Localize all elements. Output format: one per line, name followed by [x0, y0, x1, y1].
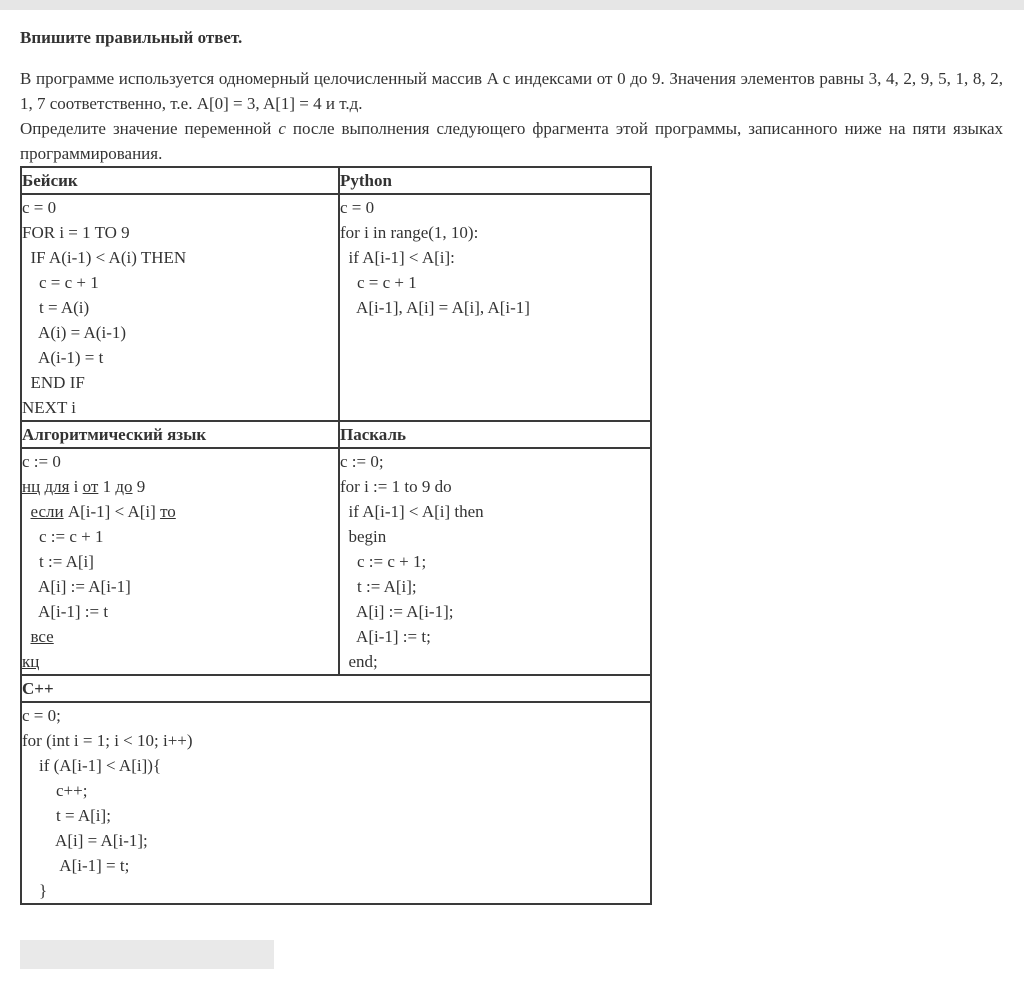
cpp-header: C++	[21, 675, 651, 702]
code-line: c = 0	[340, 198, 375, 217]
keyword-to: то	[160, 502, 176, 521]
task-paragraph-1: В программе используется одномерный целочисленный массив A с индексами от 0 до 9. Значения элементов равны 3, 4, 2, 9, 5, 1, 8, 2, 1, 7 соответственно, т.е. A[0] = 3, A[1] = 4 и т.д.	[20, 69, 1003, 113]
code-line: FOR i = 1 TO 9	[22, 223, 130, 242]
code-line: for i in range(1, 10):	[340, 223, 479, 242]
task-content	[20, 28, 1003, 905]
code-table	[20, 166, 652, 905]
loop-start: 1	[98, 477, 116, 496]
code-line	[22, 474, 338, 499]
keyword-dlya: для	[44, 477, 70, 496]
code-line: A(i-1) = t	[22, 348, 104, 367]
code-line	[22, 649, 338, 674]
algorithmic-header: Алгоритмический язык	[21, 421, 339, 448]
code-line: c := 0;	[340, 452, 384, 471]
code-line: if A[i-1] < A[i] then	[340, 502, 484, 521]
code-line: end;	[340, 652, 378, 671]
code-line: c = c + 1	[22, 273, 99, 292]
basic-header: Бейсик	[21, 167, 339, 194]
code-line	[22, 499, 338, 524]
code-line: A[i] := A[i-1];	[340, 602, 454, 621]
code-line: t := A[i]	[22, 552, 94, 571]
code-line: c = 0;	[22, 706, 61, 725]
code-line: c := c + 1;	[340, 552, 427, 571]
code-line: NEXT i	[22, 398, 76, 417]
paragraph-2-end: после выполнения следующего фрагмента этой программы, записанного ниже на пяти языках программирования.	[20, 119, 1003, 163]
paragraph-2-start: Определите значение переменной	[20, 119, 279, 138]
basic-code	[21, 194, 339, 421]
code-line: A[i-1], A[i] = A[i], A[i-1]	[340, 298, 530, 317]
pascal-code	[339, 448, 651, 675]
code-line: END IF	[22, 373, 85, 392]
code-line: c := 0	[22, 452, 61, 471]
code-line: }	[22, 881, 48, 900]
code-line: if (A[i-1] < A[i]){	[22, 756, 162, 775]
keyword-kc: кц	[22, 652, 40, 671]
task-paragraph-2	[20, 116, 1003, 166]
keyword-do: до	[115, 477, 133, 496]
code-line: A(i) = A(i-1)	[22, 323, 127, 342]
code-line: c = c + 1	[340, 273, 417, 292]
python-code	[339, 194, 651, 421]
answer-input[interactable]	[20, 940, 274, 969]
code-line	[22, 624, 338, 649]
code-line: if A[i-1] < A[i]:	[340, 248, 455, 267]
code-line: IF A(i-1) < A(i) THEN	[22, 248, 187, 267]
code-line: A[i] = A[i-1];	[22, 831, 148, 850]
code-line: t := A[i];	[340, 577, 417, 596]
keyword-esli: если	[30, 502, 64, 521]
code-line: for i := 1 to 9 do	[340, 477, 452, 496]
top-bar	[0, 0, 1024, 10]
algorithmic-code	[21, 448, 339, 675]
code-line: for (int i = 1; i < 10; i++)	[22, 731, 193, 750]
code-line: A[i-1] := t;	[340, 627, 431, 646]
code-line: A[i-1] = t;	[22, 856, 130, 875]
code-line: t = A(i)	[22, 298, 90, 317]
pascal-header: Паскаль	[339, 421, 651, 448]
code-line: c = 0	[22, 198, 57, 217]
task-instruction: Впишите правильный ответ.	[20, 28, 243, 47]
code-line: c++;	[22, 781, 88, 800]
cpp-code	[21, 702, 651, 904]
loop-var: i	[69, 477, 83, 496]
code-line: c := c + 1	[22, 527, 104, 546]
keyword-nc: нц	[22, 477, 41, 496]
keyword-vse: все	[30, 627, 54, 646]
loop-end: 9	[132, 477, 146, 496]
python-header: Python	[339, 167, 651, 194]
variable-c: c	[278, 119, 286, 138]
keyword-ot: от	[82, 477, 99, 496]
code-line: t = A[i];	[22, 806, 111, 825]
code-line: A[i-1] := t	[22, 602, 109, 621]
code-line: A[i] := A[i-1]	[22, 577, 131, 596]
code-line: begin	[340, 527, 387, 546]
condition: A[i-1] < A[i]	[63, 502, 161, 521]
